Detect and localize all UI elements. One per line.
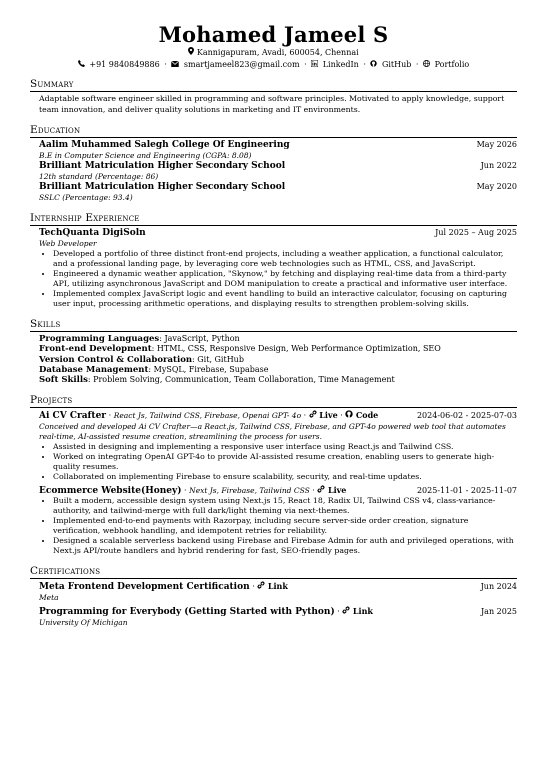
certifications-section xyxy=(30,566,517,628)
certification-issuer: Meta xyxy=(39,592,59,602)
project-name: Ecommerce Website(Honey) xyxy=(39,485,182,496)
skill-row xyxy=(39,365,517,375)
project-date: 2024-06-02 - 2025-07-03 xyxy=(416,411,517,421)
project-tech: Next Js, Firebase, Tailwind CSS xyxy=(189,485,310,495)
certification-date: Jan 2025 xyxy=(480,607,517,617)
skill-label: Programming Languages xyxy=(39,334,160,344)
certification-link[interactable]: Link xyxy=(267,581,288,592)
project-item xyxy=(39,485,517,557)
education-item xyxy=(39,161,517,182)
separator: · xyxy=(184,485,187,495)
degree: B.E in Computer Science and Engineering (CGPA: 8.08) xyxy=(39,150,252,160)
education-date: Jun 2022 xyxy=(480,161,517,170)
separator: · xyxy=(303,411,307,421)
github-icon xyxy=(370,60,380,69)
school-name: Aalim Muhammed Salegh College Of Engineering xyxy=(39,140,290,150)
certification-date: Jun 2024 xyxy=(480,582,517,592)
degree: 12th standard (Percentage: 86) xyxy=(39,171,159,181)
skill-row xyxy=(39,344,517,354)
list-item: • Assisted in designing and implementing a responsive user interface using React.js and Tailwind CSS. xyxy=(53,442,517,452)
link-icon xyxy=(317,486,325,495)
live-link[interactable]: Live xyxy=(319,410,338,421)
experience-section xyxy=(30,213,517,309)
list-item: • Developed a portfolio of three distinct front-end projects, including a weather application, a functional calculator, and a professional landing page, by leveraging core web technologies such as HTML, CSS, and JavaScript. xyxy=(53,249,517,269)
globe-icon xyxy=(423,60,433,69)
email-icon xyxy=(171,60,182,69)
separator: · xyxy=(304,60,307,69)
separator: · xyxy=(312,485,315,495)
skill-row xyxy=(39,334,517,344)
phone[interactable]: +91 9840849886 xyxy=(89,60,160,69)
candidate-name: Mohamed Jameel S xyxy=(158,22,389,47)
list-item: • Implemented complex JavaScript logic and event handling to build an interactive calculator, focusing on capturing user input, processing arithmetic operations, and displaying results to strengthen problem-solving skills. xyxy=(53,289,517,309)
separator: · xyxy=(337,607,340,617)
school-name: Brilliant Matriculation Higher Secondary School xyxy=(39,182,286,192)
project-description: Conceived and developed Ai CV Crafter—a React.js, Tailwind CSS, Firebase, and GPT-4o powered web tool that automates real-time, AI-assisted resume creation, streamlining the process for users. xyxy=(39,421,506,441)
list-item: • Collaborated on implementing Firebase to ensure scalability, security, and real-time updates. xyxy=(53,472,517,482)
list-item: • Implemented end-to-end payments with Razorpay, including secure server-side order creation, signature verification, webhook handling, and idempotent retries for reliability. xyxy=(53,516,517,536)
section-title: Certifications xyxy=(30,566,517,579)
skill-label: Version Control & Collaboration xyxy=(39,354,193,365)
skill-row xyxy=(39,355,517,365)
skill-label: Database Management xyxy=(39,364,149,375)
education-date: May 2026 xyxy=(476,140,517,149)
certification-item xyxy=(39,606,517,628)
list-item: • Built a modern, accessible design system using Next.js 15, React 18, Radix UI, Tailwind CSS v4, class-variance-authority, and tailwind-merge with full dark/light theming via next-themes. xyxy=(53,496,517,516)
separator: · xyxy=(252,582,255,592)
education-section xyxy=(30,125,517,203)
github-icon xyxy=(345,411,353,420)
section-title: Skills xyxy=(30,319,517,332)
education-date: May 2020 xyxy=(476,182,517,191)
certification-item xyxy=(39,581,517,603)
experience-date: Jul 2025 – Aug 2025 xyxy=(435,228,517,237)
project-item xyxy=(39,410,517,482)
email-link[interactable]: smartjameel823@gmail.com xyxy=(183,60,300,69)
certification-name: Programming for Everybody (Getting Started with Python) xyxy=(39,607,335,618)
link-icon xyxy=(309,411,317,420)
projects-section xyxy=(30,395,517,556)
skill-value: : Problem Solving, Communication, Team Collaboration, Time Management xyxy=(87,375,395,385)
school-name: Brilliant Matriculation Higher Secondary School xyxy=(39,161,286,171)
phone-icon xyxy=(78,60,88,69)
degree: SSLC (Percentage: 93.4) xyxy=(39,192,133,202)
linkedin-icon xyxy=(311,60,321,69)
code-link[interactable]: Code xyxy=(355,410,379,421)
link-icon xyxy=(257,582,265,591)
education-item xyxy=(39,182,517,203)
separator: · xyxy=(415,60,419,69)
education-item xyxy=(39,140,517,161)
separator: · xyxy=(164,60,167,69)
address: Kannigapuram, Avadi, 600054, Chennai xyxy=(196,48,359,57)
section-title: Summary xyxy=(30,79,517,92)
summary-text: Adaptable software engineer skilled in programming and software principles. Motivated to apply knowledge, support team innovation, and deliver quality solutions in marketing and IT environments. xyxy=(39,94,505,114)
skill-value: : HTML, CSS, Responsive Design, Web Performance Optimization, SEO xyxy=(151,344,441,354)
summary-section xyxy=(30,79,517,115)
skill-label: Soft Skills xyxy=(39,375,88,386)
certification-issuer: University Of Michigan xyxy=(39,617,128,627)
skill-value: : Git, GitHub xyxy=(192,354,244,364)
company-name: TechQuanta DigiSoln xyxy=(39,228,146,238)
skill-label: Front-end Development xyxy=(39,344,152,355)
list-item: • Designed a scalable serverless backend using Firebase and Firebase Admin for auth and privileged operations, with Next.js API/route handlers and hybrid rendering for fast, SEO-friendly pages. xyxy=(53,536,517,556)
location-pin-icon xyxy=(188,48,197,57)
link-icon xyxy=(342,607,350,616)
section-title: Education xyxy=(30,125,517,138)
live-link[interactable]: Live xyxy=(327,484,347,495)
list-item: • Worked on integrating OpenAI GPT-4o to provide AI-assisted resume creation, enabling users to generate high-quality resumes. xyxy=(53,452,517,472)
project-name: Ai CV Crafter xyxy=(39,411,107,422)
project-bullets xyxy=(39,442,517,482)
certification-link[interactable]: Link xyxy=(352,606,373,617)
skill-value: : JavaScript, Python xyxy=(159,334,240,343)
project-tech: React Js, Tailwind CSS, Firebase, Openai GPT- 4o xyxy=(113,411,302,421)
skill-row xyxy=(39,375,517,385)
resume-page xyxy=(30,24,517,628)
project-bullets xyxy=(39,496,517,556)
contact-line xyxy=(30,59,517,70)
section-title: Internship Experience xyxy=(30,213,517,226)
job-role: Web Developer xyxy=(39,238,97,248)
separator: · xyxy=(363,60,366,69)
separator: · xyxy=(108,411,112,421)
github-link[interactable]: GitHub xyxy=(381,60,412,69)
linkedin-link[interactable]: LinkedIn xyxy=(322,60,359,69)
experience-bullets xyxy=(39,249,517,309)
skill-value: : MySQL, Firebase, Supabase xyxy=(148,364,269,374)
skills-section xyxy=(30,319,517,385)
address-line xyxy=(30,47,517,58)
certification-name: Meta Frontend Development Certification xyxy=(39,582,250,593)
section-title: Projects xyxy=(30,395,517,408)
project-date: 2025-11-01 - 2025-11-07 xyxy=(416,485,517,495)
portfolio-link[interactable]: Portfolio xyxy=(434,60,470,69)
list-item: • Engineered a dynamic weather application, "Skynow," by fetching and displaying real-time data from a third-party API, utilizing asynchronous JavaScript and DOM manipulation to create a practical and informative user interface. xyxy=(53,269,517,289)
separator: · xyxy=(340,411,343,421)
